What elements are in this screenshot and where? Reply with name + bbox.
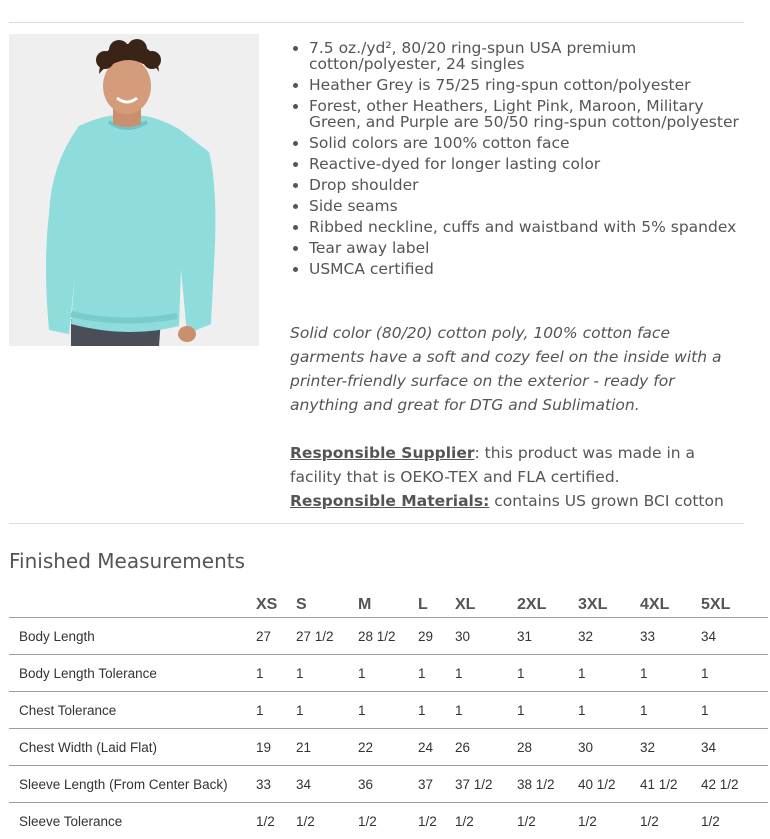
table-cell: 30 bbox=[578, 729, 640, 766]
feature-item: • Ribbed neckline, cuffs and waistband with 5% spandex bbox=[309, 219, 759, 235]
feature-item: • Solid colors are 100% cotton face bbox=[309, 135, 759, 151]
size-header: XS bbox=[256, 592, 296, 618]
table-cell: 1 bbox=[256, 692, 296, 729]
measurements-title: Finished Measurements bbox=[9, 549, 245, 573]
table-cell: 1 bbox=[701, 655, 768, 692]
table-cell: 32 bbox=[640, 729, 701, 766]
table-cell: 40 1/2 bbox=[578, 766, 640, 803]
table-cell: 41 1/2 bbox=[640, 766, 701, 803]
table-row bbox=[9, 692, 768, 729]
feature-item: • Heather Grey is 75/25 ring-spun cotton/polyester bbox=[309, 77, 759, 93]
table-cell: 21 bbox=[296, 729, 358, 766]
feature-item: • Drop shoulder bbox=[309, 177, 759, 193]
table-cell: 1/2 bbox=[640, 803, 701, 839]
model-sweatshirt-illustration bbox=[9, 34, 259, 346]
table-cell: 1 bbox=[418, 692, 455, 729]
table-cell: 1/2 bbox=[296, 803, 358, 839]
table-cell: 27 1/2 bbox=[296, 618, 358, 655]
table-cell: 1 bbox=[418, 655, 455, 692]
feature-item: • Tear away label bbox=[309, 240, 759, 256]
table-cell: 32 bbox=[578, 618, 640, 655]
table-cell: 24 bbox=[418, 729, 455, 766]
responsible-supplier-link[interactable]: Responsible Supplier bbox=[290, 444, 474, 462]
table-cell: 27 bbox=[256, 618, 296, 655]
table-cell: 1 bbox=[578, 655, 640, 692]
table-row bbox=[9, 729, 768, 766]
table-cell: 1/2 bbox=[256, 803, 296, 839]
table-cell: 1 bbox=[640, 692, 701, 729]
table-cell: 1 bbox=[296, 655, 358, 692]
size-header: 5XL bbox=[701, 592, 768, 618]
table-cell: 36 bbox=[358, 766, 418, 803]
table-cell: 1 bbox=[578, 692, 640, 729]
feature-list bbox=[289, 40, 759, 282]
table-cell: 1/2 bbox=[455, 803, 517, 839]
responsible-supplier-text: : this product was made in a facility that is OEKO-TEX and FLA certified. bbox=[290, 444, 695, 486]
table-cell: 42 1/2 bbox=[701, 766, 768, 803]
feature-item: • Side seams bbox=[309, 198, 759, 214]
row-label: Body Length Tolerance bbox=[9, 655, 256, 692]
size-header: 3XL bbox=[578, 592, 640, 618]
table-cell: 1/2 bbox=[418, 803, 455, 839]
measurements-table bbox=[9, 592, 768, 839]
table-cell: 1/2 bbox=[701, 803, 768, 839]
size-header: L bbox=[418, 592, 455, 618]
size-header: M bbox=[358, 592, 418, 618]
table-cell: 33 bbox=[256, 766, 296, 803]
table-cell: 1 bbox=[455, 655, 517, 692]
row-label: Body Length bbox=[9, 618, 256, 655]
header-blank bbox=[9, 592, 256, 618]
table-cell: 30 bbox=[455, 618, 517, 655]
table-cell: 26 bbox=[455, 729, 517, 766]
row-label: Chest Tolerance bbox=[9, 692, 256, 729]
table-cell: 38 1/2 bbox=[517, 766, 578, 803]
table-cell: 1/2 bbox=[517, 803, 578, 839]
size-header: 2XL bbox=[517, 592, 578, 618]
table-cell: 28 1/2 bbox=[358, 618, 418, 655]
table-cell: 1 bbox=[256, 655, 296, 692]
row-label: Chest Width (Laid Flat) bbox=[9, 729, 256, 766]
table-cell: 1/2 bbox=[358, 803, 418, 839]
top-divider bbox=[9, 22, 744, 23]
feature-item: • Forest, other Heathers, Light Pink, Maroon, Military Green, and Purple are 50/50 ring-spun cotton/polyester bbox=[309, 98, 759, 130]
table-cell: 1 bbox=[296, 692, 358, 729]
table-cell: 37 1/2 bbox=[455, 766, 517, 803]
product-image bbox=[9, 34, 259, 346]
table-row bbox=[9, 766, 768, 803]
table-row bbox=[9, 655, 768, 692]
table-cell: 34 bbox=[701, 618, 768, 655]
responsible-materials-link[interactable]: Responsible Materials: bbox=[290, 492, 489, 510]
table-cell: 1 bbox=[640, 655, 701, 692]
section-divider bbox=[9, 523, 744, 524]
table-cell: 19 bbox=[256, 729, 296, 766]
table-cell: 1 bbox=[517, 655, 578, 692]
row-label: Sleeve Tolerance bbox=[9, 803, 256, 839]
table-cell: 31 bbox=[517, 618, 578, 655]
row-label: Sleeve Length (From Center Back) bbox=[9, 766, 256, 803]
table-cell: 33 bbox=[640, 618, 701, 655]
table-cell: 1 bbox=[455, 692, 517, 729]
table-cell: 29 bbox=[418, 618, 455, 655]
table-cell: 1 bbox=[358, 692, 418, 729]
size-header: 4XL bbox=[640, 592, 701, 618]
size-header-row bbox=[9, 592, 768, 618]
table-cell: 22 bbox=[358, 729, 418, 766]
size-header: S bbox=[296, 592, 358, 618]
table-cell: 37 bbox=[418, 766, 455, 803]
table-cell: 28 bbox=[517, 729, 578, 766]
responsibility-info bbox=[290, 441, 740, 513]
size-header: XL bbox=[455, 592, 517, 618]
feature-item: • 7.5 oz./yd², 80/20 ring-spun USA premium cotton/polyester, 24 singles bbox=[309, 40, 759, 72]
responsible-materials-text: contains US grown BCI cotton bbox=[489, 492, 724, 510]
table-row bbox=[9, 618, 768, 655]
table-cell: 34 bbox=[296, 766, 358, 803]
feature-item: • USMCA certified bbox=[309, 261, 759, 277]
feature-item: • Reactive-dyed for longer lasting color bbox=[309, 156, 759, 172]
table-row bbox=[9, 803, 768, 839]
table-cell: 1 bbox=[517, 692, 578, 729]
table-cell: 34 bbox=[701, 729, 768, 766]
table-cell: 1/2 bbox=[578, 803, 640, 839]
product-description: Solid color (80/20) cotton poly, 100% cotton face garments have a soft and cozy feel on the inside with a printer-friendly surface on the exterior - ready for anything and great for DTG and Sublimation. bbox=[290, 321, 740, 417]
table-cell: 1 bbox=[701, 692, 768, 729]
table-cell: 1 bbox=[358, 655, 418, 692]
